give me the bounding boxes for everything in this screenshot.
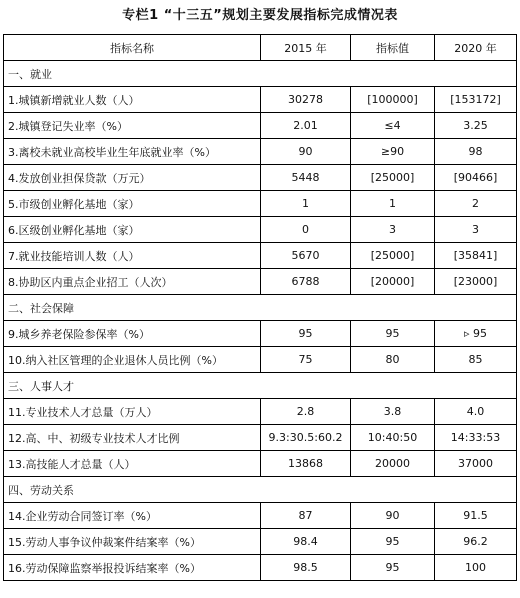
indicator-name-cell: 10.纳入社区管理的企业退休人员比例（%）	[4, 347, 261, 373]
table-row	[4, 425, 517, 451]
value-2020-cell: 4.0	[435, 399, 517, 425]
section-heading: 一、就业	[4, 61, 517, 87]
header-row	[4, 35, 517, 61]
table-body	[4, 61, 517, 581]
target-value-cell: 95	[351, 321, 435, 347]
value-2015-cell: 75	[261, 347, 351, 373]
indicator-name-cell: 8.协助区内重点企业招工（人次）	[4, 269, 261, 295]
value-2020-cell: 96.2	[435, 529, 517, 555]
indicator-name-cell: 1.城镇新增就业人数（人）	[4, 87, 261, 113]
value-2020-cell: 98	[435, 139, 517, 165]
indicator-name-cell: 12.高、中、初级专业技术人才比例	[4, 425, 261, 451]
value-2020-cell: 37000	[435, 451, 517, 477]
indicator-name-cell: 15.劳动人事争议仲裁案件结案率（%）	[4, 529, 261, 555]
table-row	[4, 113, 517, 139]
value-2020-cell: 100	[435, 555, 517, 581]
table-row	[4, 529, 517, 555]
value-2015-cell: 0	[261, 217, 351, 243]
indicator-name-cell: 14.企业劳动合同签订率（%）	[4, 503, 261, 529]
header-2020: 2020 年	[435, 35, 517, 61]
target-value-cell: [100000]	[351, 87, 435, 113]
value-2015-cell: 13868	[261, 451, 351, 477]
value-2020-cell: 3	[435, 217, 517, 243]
target-value-cell: [20000]	[351, 269, 435, 295]
value-2015-cell: 5670	[261, 243, 351, 269]
indicator-name-cell: 4.发放创业担保贷款（万元）	[4, 165, 261, 191]
indicator-name-cell: 11.专业技术人才总量（万人）	[4, 399, 261, 425]
table-row	[4, 321, 517, 347]
value-2020-cell: 91.5	[435, 503, 517, 529]
header-2015: 2015 年	[261, 35, 351, 61]
target-value-cell: 3.8	[351, 399, 435, 425]
section-heading: 三、人事人才	[4, 373, 517, 399]
section-heading: 四、劳动关系	[4, 477, 517, 503]
indicator-name-cell: 6.区级创业孵化基地（家）	[4, 217, 261, 243]
target-value-cell: 95	[351, 529, 435, 555]
target-value-cell: 10:40:50	[351, 425, 435, 451]
table-row	[4, 451, 517, 477]
value-2020-cell: 3.25	[435, 113, 517, 139]
value-2015-cell: 98.4	[261, 529, 351, 555]
table-row	[4, 399, 517, 425]
indicator-name-cell: 7.就业技能培训人数（人）	[4, 243, 261, 269]
value-2015-cell: 1	[261, 191, 351, 217]
table-row	[4, 217, 517, 243]
indicator-name-cell: 5.市级创业孵化基地（家）	[4, 191, 261, 217]
indicator-table	[3, 34, 517, 581]
indicator-name-cell: 9.城乡养老保险参保率（%）	[4, 321, 261, 347]
table-row	[4, 165, 517, 191]
section-row	[4, 373, 517, 399]
value-2015-cell: 87	[261, 503, 351, 529]
value-2015-cell: 2.8	[261, 399, 351, 425]
target-value-cell: ≥90	[351, 139, 435, 165]
value-2015-cell: 95	[261, 321, 351, 347]
table-row	[4, 503, 517, 529]
value-2020-cell: 14:33:53	[435, 425, 517, 451]
value-2015-cell: 9.3:30.5:60.2	[261, 425, 351, 451]
section-heading: 二、社会保障	[4, 295, 517, 321]
value-2020-cell: [90466]	[435, 165, 517, 191]
target-value-cell: ≤4	[351, 113, 435, 139]
value-2020-cell: [23000]	[435, 269, 517, 295]
target-value-cell: 3	[351, 217, 435, 243]
indicator-name-cell: 3.离校未就业高校毕业生年底就业率（%）	[4, 139, 261, 165]
target-value-cell: 95	[351, 555, 435, 581]
section-row	[4, 61, 517, 87]
table-row	[4, 243, 517, 269]
header-target: 指标值	[351, 35, 435, 61]
value-2020-cell: ▹ 95	[435, 321, 517, 347]
value-2015-cell: 98.5	[261, 555, 351, 581]
value-2015-cell: 90	[261, 139, 351, 165]
indicator-name-cell: 13.高技能人才总量（人）	[4, 451, 261, 477]
value-2015-cell: 5448	[261, 165, 351, 191]
target-value-cell: 1	[351, 191, 435, 217]
section-row	[4, 477, 517, 503]
value-2020-cell: 85	[435, 347, 517, 373]
target-value-cell: [25000]	[351, 165, 435, 191]
target-value-cell: 90	[351, 503, 435, 529]
table-row	[4, 191, 517, 217]
table-row	[4, 139, 517, 165]
value-2020-cell: [153172]	[435, 87, 517, 113]
value-2015-cell: 30278	[261, 87, 351, 113]
table-title: 专栏1 “十三五”规划主要发展指标完成情况表	[122, 8, 398, 23]
target-value-cell: 20000	[351, 451, 435, 477]
value-2020-cell: [35841]	[435, 243, 517, 269]
value-2020-cell: 2	[435, 191, 517, 217]
table-row	[4, 347, 517, 373]
target-value-cell: 80	[351, 347, 435, 373]
table-row	[4, 555, 517, 581]
value-2015-cell: 6788	[261, 269, 351, 295]
table-row	[4, 269, 517, 295]
value-2015-cell: 2.01	[261, 113, 351, 139]
target-value-cell: [25000]	[351, 243, 435, 269]
section-row	[4, 295, 517, 321]
indicator-name-cell: 2.城镇登记失业率（%）	[4, 113, 261, 139]
header-indicator-name: 指标名称	[4, 35, 261, 61]
table-row	[4, 87, 517, 113]
indicator-name-cell: 16.劳动保障监察举报投诉结案率（%）	[4, 555, 261, 581]
